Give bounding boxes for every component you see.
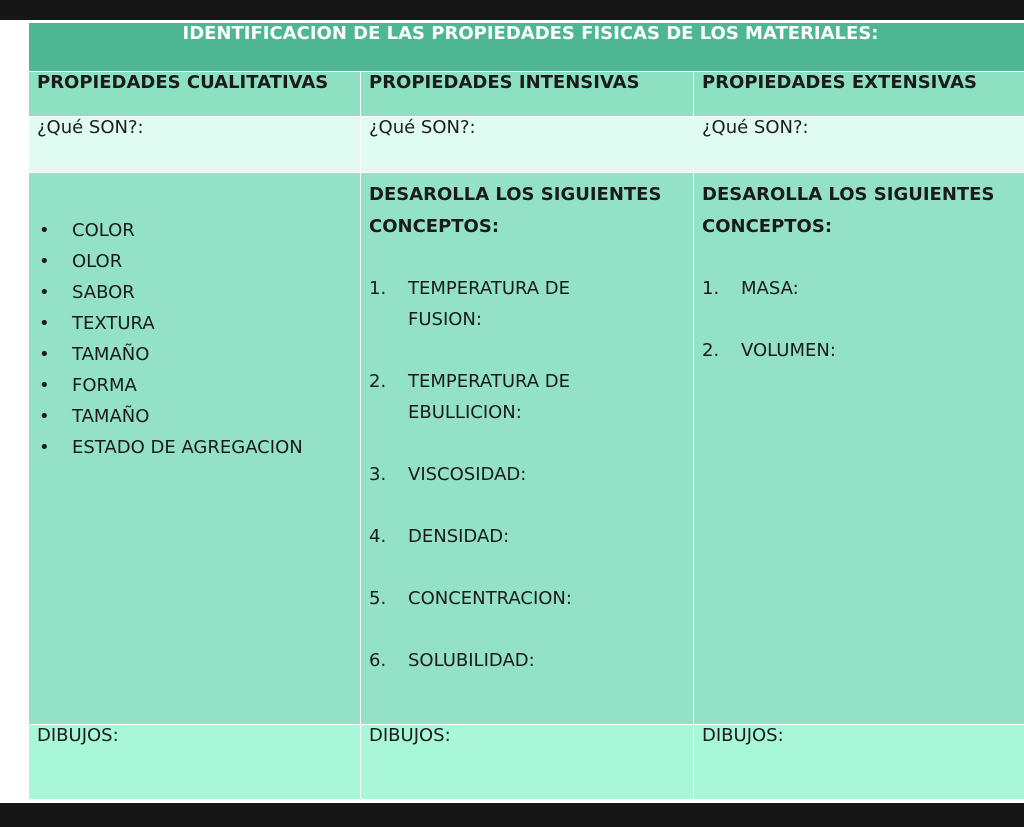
extensivas-content [694, 173, 1024, 725]
item-number: 2. [369, 371, 387, 393]
list-item: • FORMA [37, 370, 360, 401]
properties-table [28, 22, 1024, 800]
drawings-row [29, 724, 1024, 799]
header-extensivas: PROPIEDADES EXTENSIVAS [694, 71, 1024, 117]
item-number: 1. [702, 278, 720, 300]
concept-text: CONCENTRACION: [408, 588, 572, 610]
intensivas-content [361, 173, 694, 725]
qualitative-list [37, 215, 360, 463]
header-intensivas: PROPIEDADES INTENSIVAS [361, 71, 694, 117]
list-item [369, 521, 693, 552]
item-number: 1. [369, 278, 387, 300]
list-item [702, 335, 1024, 366]
concept-text: TEMPERATURA DE FUSION: [408, 278, 571, 331]
list-item [369, 273, 693, 335]
list-item [702, 273, 1024, 304]
header-row [29, 71, 1024, 117]
list-item: • ESTADO DE AGREGACION [37, 432, 360, 463]
item-number: 3. [369, 464, 387, 486]
item-number: 2. [702, 340, 720, 362]
list-item: • SABOR [37, 277, 360, 308]
list-item [369, 459, 693, 490]
list-item: • TEXTURA [37, 308, 360, 339]
concept-text: SOLUBILIDAD: [408, 650, 535, 672]
item-number: 6. [369, 650, 387, 672]
question-extensivas: ¿Qué SON?: [694, 117, 1024, 173]
list-item: • COLOR [37, 215, 360, 246]
extensive-concepts-list [702, 273, 1024, 366]
list-item: • OLOR [37, 246, 360, 277]
header-cualitativas: PROPIEDADES CUALITATIVAS [29, 71, 361, 117]
cualitativas-content [29, 173, 361, 725]
list-item [369, 366, 693, 428]
concept-text: VOLUMEN: [741, 340, 836, 362]
question-cualitativas: ¿Qué SON?: [29, 117, 361, 173]
item-number: 4. [369, 526, 387, 548]
item-number: 5. [369, 588, 387, 610]
concepts-heading: DESAROLLA LOS SIGUIENTES CONCEPTOS: [369, 184, 662, 238]
content-row [29, 173, 1024, 725]
concept-text: DENSIDAD: [408, 526, 510, 548]
title-row [29, 23, 1024, 72]
concept-text: MASA: [741, 278, 799, 300]
question-row [29, 117, 1024, 173]
worksheet-page [0, 20, 1024, 803]
drawings-cualitativas: DIBUJOS: [29, 724, 361, 799]
drawings-extensivas: DIBUJOS: [694, 724, 1024, 799]
table-title: IDENTIFICACION DE LAS PROPIEDADES FISICAS DE LOS MATERIALES: [29, 23, 1024, 72]
intensive-concepts-list [369, 273, 693, 676]
drawings-intensivas: DIBUJOS: [361, 724, 694, 799]
question-intensivas: ¿Qué SON?: [361, 117, 694, 173]
list-item: • TAMAÑO [37, 401, 360, 432]
concept-text: TEMPERATURA DE EBULLICION: [408, 371, 571, 424]
concept-text: VISCOSIDAD: [408, 464, 527, 486]
list-item: • TAMAÑO [37, 339, 360, 370]
list-item [369, 583, 693, 614]
list-item [369, 645, 693, 676]
concepts-heading: DESAROLLA LOS SIGUIENTES CONCEPTOS: [702, 184, 995, 238]
